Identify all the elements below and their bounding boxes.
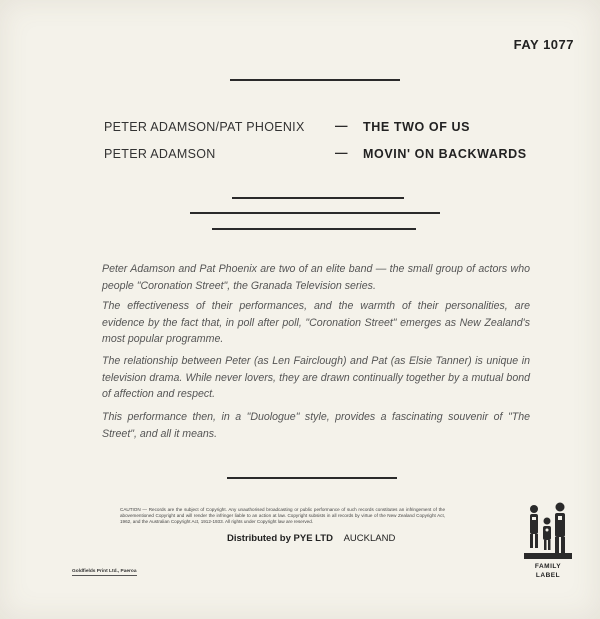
liner-note-paragraph: Peter Adamson and Pat Phoenix are two of an elite band — the small group of actors who people "Coronation Street", the Granada Television series. xyxy=(102,263,530,292)
rule-middle xyxy=(190,212,440,214)
catalog-number: FAY 1077 xyxy=(513,37,574,52)
track-title: MOVIN' ON BACKWARDS xyxy=(363,147,527,161)
liner-note-paragraph: The relationship between Peter (as Len Fairclough) and Pat (as Elsie Tanner) is unique in television drama. While never lovers, they are drawn continually together by a mutual bond of affection and respect. xyxy=(102,355,530,400)
track-dash: — xyxy=(335,119,348,133)
distribution-city: AUCKLAND xyxy=(343,533,396,544)
rule-lower xyxy=(212,228,416,230)
track-row-2 xyxy=(104,147,544,165)
track-artist: PETER ADAMSON xyxy=(104,147,216,161)
track-row-1 xyxy=(104,120,544,138)
rule-upper xyxy=(232,197,404,199)
track-dash: — xyxy=(335,146,348,160)
family-label-logo xyxy=(520,499,576,585)
copyright-caution: CAUTION — Records are the subject of Copyright. Any unauthorised broadcasting or public performance of such records constitutes an infringement of the abovementioned Copyright and will render the infringer liable to an action at law. Copyright subsists in all records by virtue of the New Zealand Copyright Act, 1962, and the Australian Copyright Act, 1912-1933. All rights under Copyright law are reserved. xyxy=(120,507,445,524)
top-rule xyxy=(230,79,400,81)
liner-note-paragraph: This performance then, in a "Duologue" style, provides a fascinating souvenir of "The Street", and all it means. xyxy=(102,411,530,440)
distribution-company: PYE LTD xyxy=(293,533,333,544)
distribution-prefix: Distributed by xyxy=(227,533,291,544)
distribution-line xyxy=(227,533,395,544)
track-title: THE TWO OF US xyxy=(363,120,471,134)
logo-text-label: LABEL xyxy=(535,572,561,579)
bottom-rule xyxy=(227,477,397,479)
liner-note-paragraph: The effectiveness of their performances, and the warmth of their personalities, are evidence by the fact that, in poll after poll, "Coronation Street" emerges as New Zealand's most popular programme. xyxy=(102,300,530,345)
printer-credit: Goldfields Print Ltd., Paeroa xyxy=(72,569,137,574)
track-artist: PETER ADAMSON/PAT PHOENIX xyxy=(104,120,305,134)
family-figures-icon xyxy=(520,499,576,563)
logo-text-family: FAMILY xyxy=(534,563,562,570)
